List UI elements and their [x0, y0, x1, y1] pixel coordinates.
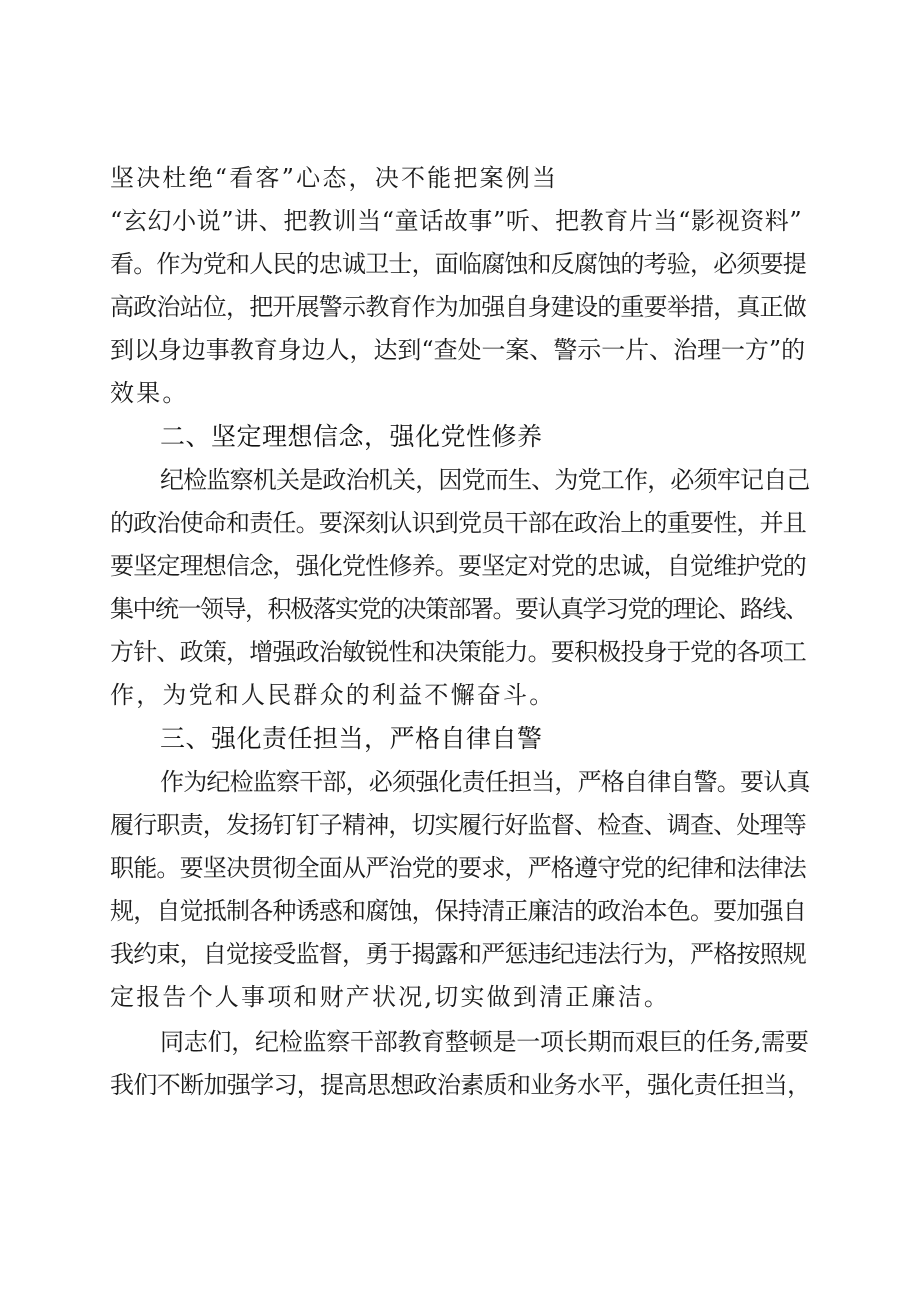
paragraph-line: 高政治站位，把开展警示教育作为加强自身建设的重要举措，真正做: [110, 293, 806, 321]
paragraph-line: 集中统一领导，积极落实党的决策部署。要认真学习党的理论、路线、: [110, 595, 808, 623]
paragraph-line: 作为纪检监察干部，必须强化责任担当，严格自律自警。要认真: [160, 768, 810, 796]
paragraph-line: 到以身边事教育身边人，达到“查处一案、警示一片、治理一方”的: [110, 336, 806, 364]
paragraph-line: 作，为党和人民群众的利益不懈奋斗。: [110, 681, 556, 709]
section-heading: 二、坚定理想信念，强化党性修养: [160, 422, 543, 451]
section-heading: 三、强化责任担当，严格自律自警: [160, 724, 543, 753]
paragraph-line: 同志们，纪检监察干部教育整顿是一项长期而艰巨的任务,需要: [160, 1028, 809, 1056]
paragraph-line: 方针、政策，增强政治敏锐性和决策能力。要积极投身于党的各项工: [110, 638, 806, 666]
paragraph-line: 的政治使命和责任。要深刻认识到党员干部在政治上的重要性，并且: [110, 509, 806, 537]
paragraph-line: 我约束，自觉接受监督，勇于揭露和严惩违纪违法行为，严格按照规: [110, 940, 806, 968]
paragraph-line: 规，自觉抵制各种诱惑和腐蚀，保持清正廉洁的政治本色。要加强自: [110, 897, 806, 925]
paragraph-line: 要坚定理想信念，强化党性修养。要坚定对党的忠诚，自觉维护党的: [110, 552, 806, 580]
paragraph-line: 履行职责，发扬钉钉子精神，切实履行好监督、检查、调查、处理等: [110, 811, 806, 839]
paragraph-line: 纪检监察机关是政治机关，因党而生、为党工作，必须牢记自己: [160, 466, 810, 494]
paragraph-line: 我们不断加强学习，提高思想政治素质和业务水平，强化责任担当，: [110, 1071, 811, 1099]
paragraph-line: 效果。: [110, 379, 189, 407]
paragraph-line: 看。作为党和人民的忠诚卫士，面临腐蚀和反腐蚀的考验，必须要提: [110, 250, 806, 278]
paragraph-line: 定报告个人事项和财产状况,切实做到清正廉洁。: [110, 983, 671, 1011]
paragraph-line: 坚决杜绝“看客”心态，决不能把案例当: [110, 164, 559, 192]
paragraph-line: 职能。要坚决贯彻全面从严治党的要求，严格遵守党的纪律和法律法: [110, 854, 806, 882]
paragraph-line: “玄幻小说”讲、把教训当“童话故事”听、把教育片当“影视资料”: [110, 207, 803, 235]
